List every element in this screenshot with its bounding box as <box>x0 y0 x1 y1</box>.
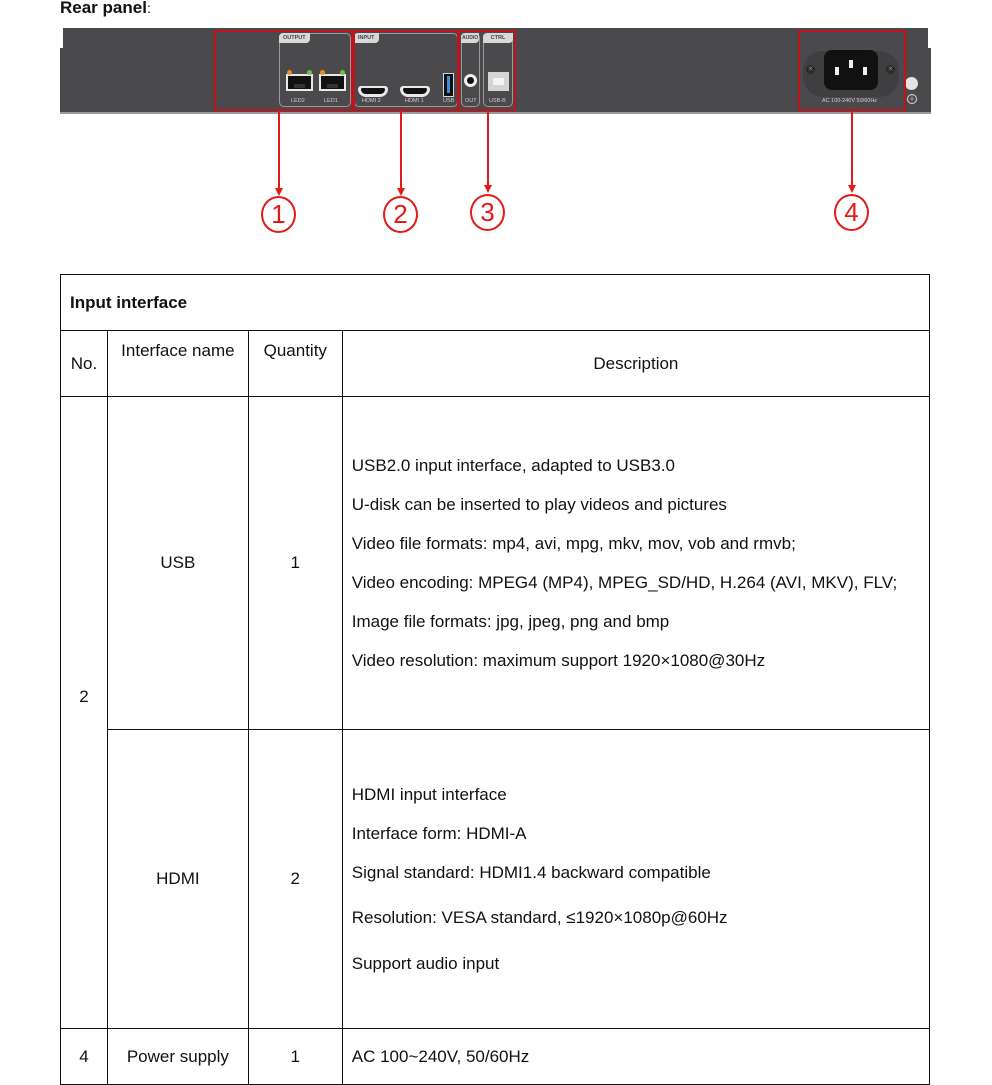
output-tag: OUTPUT <box>279 33 310 43</box>
row-no: 4 <box>61 1029 108 1085</box>
row-quantity: 1 <box>248 397 342 730</box>
description-line: Video file formats: mp4, avi, mpg, mkv, mov, vob and rmvb; <box>351 534 796 553</box>
power-rating-label: AC 100-240V 50/60Hz <box>822 98 878 104</box>
description-line: Video resolution: maximum support 1920×1080@30Hz <box>351 651 766 670</box>
arrow-2-head-icon <box>397 188 405 196</box>
description-line: Video encoding: MPEG4 (MP4), MPEG_SD/HD, H.264 (AVI, MKV), FLV; <box>351 573 898 592</box>
arrow-3-head-icon <box>484 185 492 193</box>
callout-1: 1 <box>261 196 296 233</box>
right-screw-icon: ✕ <box>887 66 894 73</box>
callout-4: 4 <box>834 194 869 231</box>
highlight-box-1 <box>214 30 353 111</box>
description-line: AC 100~240V, 50/60Hz <box>351 1046 530 1066</box>
row-quantity: 2 <box>248 730 342 1029</box>
ground-screw-icon <box>905 77 918 90</box>
audio-out-label: OUT <box>465 98 477 104</box>
description-line: Interface form: HDMI-A <box>351 824 527 843</box>
description-line: Image file formats: jpg, jpeg, png and bmp <box>351 612 670 631</box>
description-line: HDMI input interface <box>351 785 507 804</box>
highlight-box-3 <box>458 30 516 111</box>
hdmi2-label: HDMI 2 <box>362 98 381 104</box>
table-row <box>61 1029 930 1085</box>
usb-b-label: USB-B <box>489 98 506 104</box>
input-interface-table <box>60 274 930 1085</box>
section-title-colon: : <box>146 0 151 16</box>
row-description <box>342 1029 929 1085</box>
row-name: HDMI <box>107 730 248 1029</box>
row-description <box>342 397 929 730</box>
rear-panel-illustration <box>60 28 931 114</box>
section-title-text: Rear panel <box>60 0 147 17</box>
header-no: No. <box>61 331 108 397</box>
table-caption-row <box>61 275 930 331</box>
arrow-1-line <box>278 111 280 190</box>
row-name: Power supply <box>107 1029 248 1085</box>
usb-label: USB <box>443 98 455 104</box>
ground-symbol-icon: ⏚ <box>908 95 916 102</box>
row-name: USB <box>107 397 248 730</box>
hdmi1-label: HDMI 1 <box>405 98 424 104</box>
callout-2: 2 <box>383 196 418 233</box>
led1-label: LED1 <box>324 98 338 104</box>
arrow-4-head-icon <box>848 185 856 193</box>
description-line: Support audio input <box>351 954 500 973</box>
led2-label: LED2 <box>291 98 305 104</box>
description-line: Resolution: VESA standard, ≤1920×1080p@60Hz <box>351 908 728 927</box>
header-interface-name: Interface name <box>107 331 248 397</box>
arrow-4-line <box>851 111 853 187</box>
header-quantity: Quantity <box>248 331 342 397</box>
description-line: USB2.0 input interface, adapted to USB3.0 <box>351 456 675 475</box>
row-quantity: 1 <box>248 1029 342 1085</box>
row-no: 2 <box>79 686 89 706</box>
arrow-2-line <box>400 111 402 190</box>
arrow-1-head-icon <box>275 188 283 196</box>
row-description <box>342 730 929 1029</box>
section-title <box>60 0 151 18</box>
callout-3: 3 <box>470 194 505 231</box>
description-line: U-disk can be inserted to play videos and pictures <box>351 495 727 514</box>
table-header-row <box>61 331 930 397</box>
left-screw-icon: ✕ <box>807 66 814 73</box>
table-row <box>61 730 930 1029</box>
ctrl-tag: CTRL <box>483 33 513 43</box>
table-caption: Input interface <box>61 275 930 331</box>
highlight-box-2 <box>353 30 459 111</box>
row-no-cell <box>61 397 108 1029</box>
header-description: Description <box>342 331 929 397</box>
arrow-3-line <box>487 111 489 187</box>
input-tag: INPUT <box>354 33 379 43</box>
audio-tag: AUDIO <box>462 35 479 41</box>
description-line: Signal standard: HDMI1.4 backward compatible <box>351 863 711 882</box>
table-row <box>61 397 930 730</box>
highlight-box-4 <box>798 30 906 111</box>
